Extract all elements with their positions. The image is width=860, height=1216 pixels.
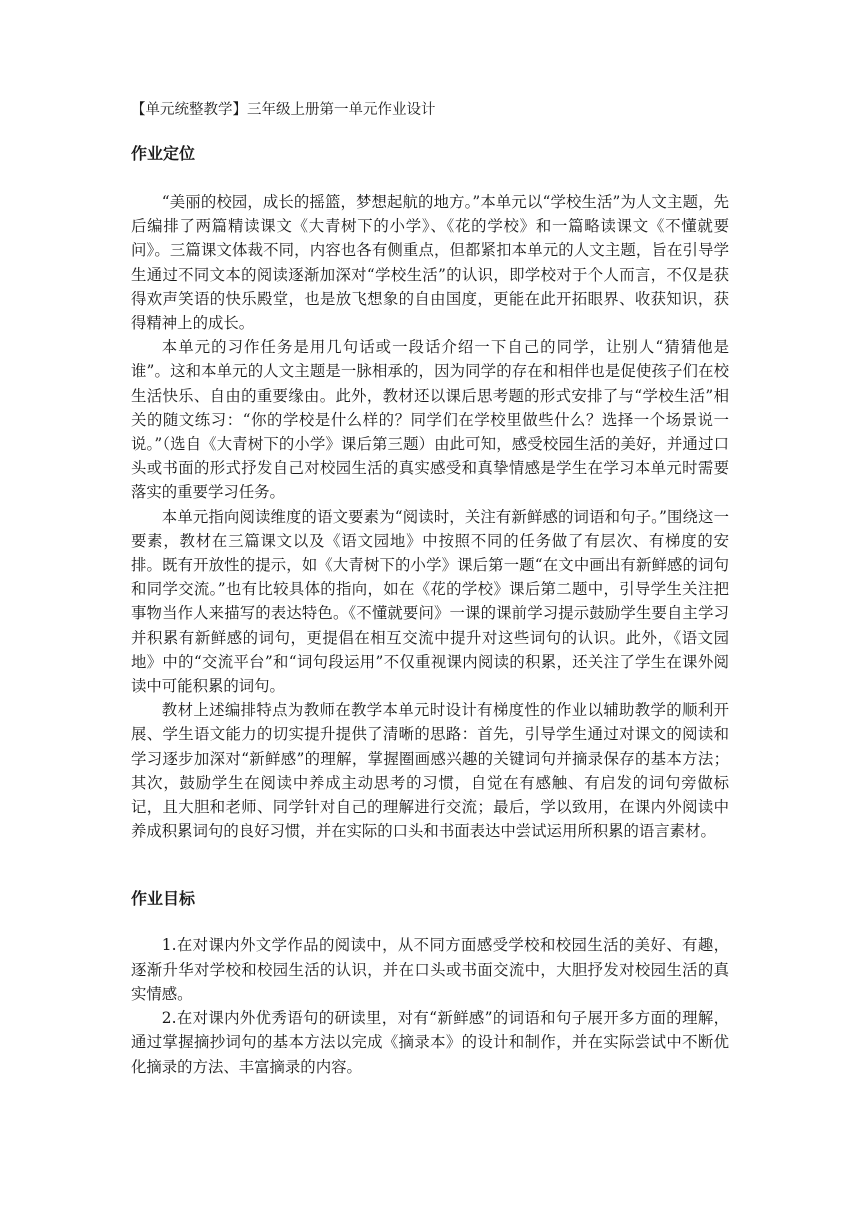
paragraph: 本单元指向阅读维度的语文要素为“阅读时，关注有新鲜感的词语和句子。”围绕这一要素，教材在三篇课文以及《语文园地》中按照不同的任务做了有层次、有梯度的安排。既有开放性的提示，如《大青树下的小学》课后第一题“在文中画出有新鲜感的词句和同学交流。”也有比较具体的指向，如在《花的学校》课后第二题中，引导学生关注把事物当作人来描写的表达特色。《不懂就要问》一课的课前学习提示鼓励学生要自主学习并积累有新鲜感的词句，更提倡在相互交流中提升对这些词句的认识。此外，《语文园地》中的“交流平台”和“词句段运用”不仅重视课内阅读的积累，还关注了学生在课外阅读中可能积累的词句。 [131, 507, 729, 696]
section-positioning [131, 142, 729, 843]
objective-item: 2.在对课内外优秀语句的研读里，对有“新鲜感”的词语和句子展开多方面的理解，通过掌握摘抄词句的基本方法以完成《摘录本》的设计和制作，并在实际尝试中不断优化摘录的方法、丰富摘录的内容。 [131, 1009, 729, 1076]
paragraph: “美丽的校园，成长的摇篮，梦想起航的地方。”本单元以“学校生活”为人文主题，先后编排了两篇精读课文《大青树下的小学》、《花的学校》和一篇略读课文《不懂就要问》。三篇课文体裁不同，内容也各有侧重点，但都紧扣本单元的人文主题，旨在引导学生通过不同文本的阅读逐渐加深对“学校生活”的认识，即学校对于个人而言，不仅是获得欢声笑语的快乐殿堂，也是放飞想象的自由国度，更能在此开拓眼界、收获知识，获得精神上的成长。 [131, 193, 729, 333]
objective-item: 1.在对课内外文学作品的阅读中，从不同方面感受学校和校园生活的美好、有趣，逐渐升华对学校和校园生活的认识，并在口头或书面交流中，大胆抒发对校园生活的真实情感。 [131, 936, 729, 1003]
document-title: 【单元统整教学】三年级上册第一单元作业设计 [131, 102, 436, 118]
paragraph: 本单元的习作任务是用几句话或一段话介绍一下自己的同学，让别人“猜猜他是谁”。这和本单元的人文主题是一脉相承的，因为同学的存在和相伴也是促使孩子们在校生活快乐、自由的重要缘由。此外，教材还以课后思考题的形式安排了与“学校生活”相关的随文练习：“你的学校是什么样的？同学们在学校里做些什么？选择一个场景说一说。”（选自《大青树下的小学》课后第三题）由此可知，感受校园生活的美好，并通过口头或书面的形式抒发自己对校园生活的真实感受和真挚情感是学生在学习本单元时需要落实的重要学习任务。 [131, 338, 729, 502]
section-heading-positioning: 作业定位 [131, 144, 196, 163]
section-objectives [131, 887, 729, 1078]
section-heading-objectives: 作业目标 [131, 889, 196, 909]
document-page [131, 100, 729, 1079]
paragraph: 教材上述编排特点为教师在教学本单元时设计有梯度性的作业以辅助教学的顺利开展、学生语文能力的切实提升提供了清晰的思路：首先，引导学生通过对课文的阅读和学习逐步加深对“新鲜感”的理解，掌握圈画感兴趣的关键词句并摘录保存的基本方法；其次，鼓励学生在阅读中养成主动思考的习惯，自觉在有感触、有启发的词句旁做标记，且大胆和老师、同学针对自己的理解进行交流；最后，学以致用，在课内外阅读中养成积累词句的良好习惯，并在实际的口头和书面表达中尝试运用所积累的语言素材。 [131, 701, 729, 841]
